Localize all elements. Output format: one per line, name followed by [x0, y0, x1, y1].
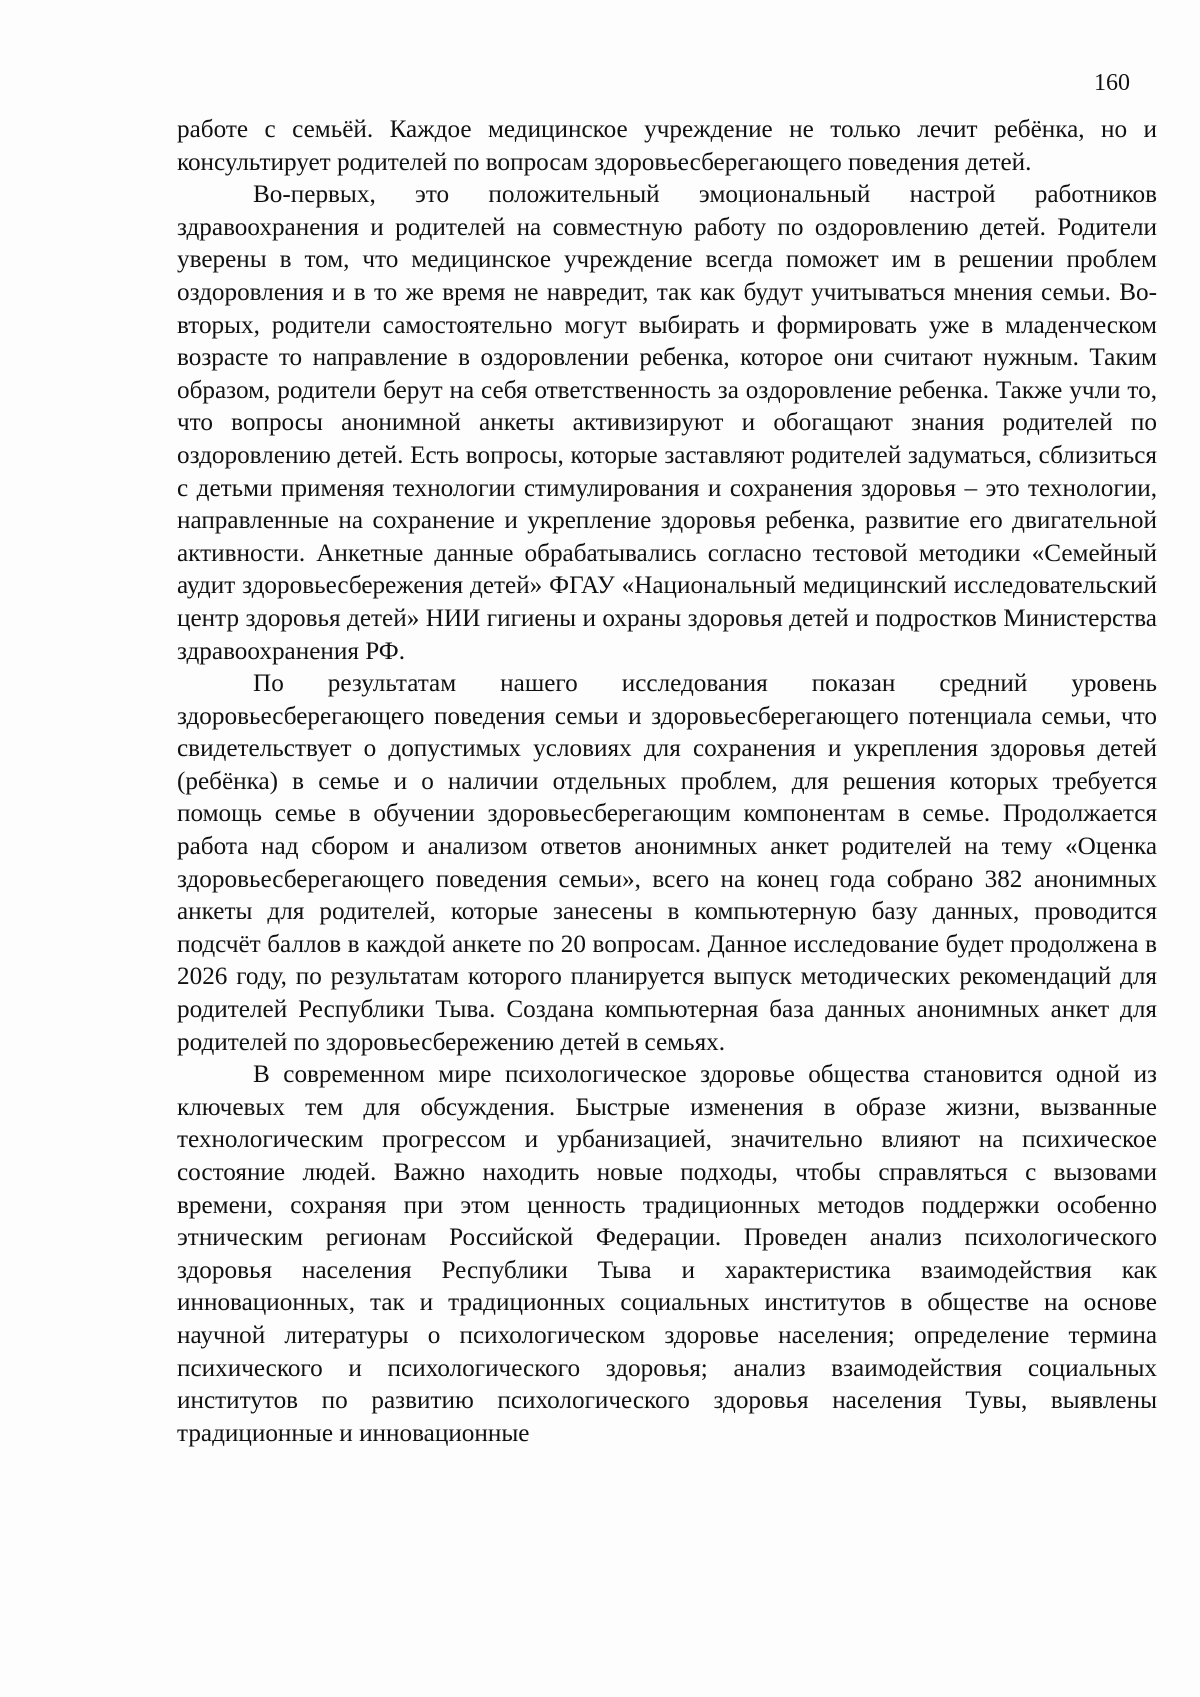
body-text	[177, 114, 1157, 1450]
paragraph-positive-attitude: Во-первых, это положительный эмоциональный настрой работников здравоохранения и родителей на совместную работу по оздоровлению детей. Родители уверены в том, что медицинское учреждение всегда поможет им в решении проблем оздоровления и в то же время не навредит, так как будут учитываться мнения семьи. Во-вторых, родители самостоятельно могут выбирать и формировать уже в младенческом возрасте то направление в оздоровлении ребенка, которое они считают нужным. Таким образом, родители берут на себя ответственность за оздоровление ребенка. Также учли то, что вопросы анонимной анкеты активизируют и обогащают знания родителей по оздоровлению детей. Есть вопросы, которые заставляют родителей задуматься, сблизиться с детьми применяя технологии стимулирования и сохранения здоровья – это технологии, направленные на сохранение и укрепление здоровья ребенка, развитие его двигательной активности. Анкетные данные обрабатывались согласно тестовой методики «Семейный аудит здоровьесбережения детей» ФГАУ «Национальный медицинский исследовательский центр здоровья детей» НИИ гигиены и охраны здоровья детей и подростков Министерства здравоохранения РФ.	[177, 181, 1157, 665]
paragraph-psychological-health: В современном мире психологическое здоровье общества становится одной из ключевых тем для обсуждения. Быстрые изменения в образе жизни, вызванные технологическим прогрессом и урбанизацией, значительно влияют на психическое состояние людей. Важно находить новые подходы, чтобы справляться с вызовами времени, сохраняя при этом ценность традиционных методов поддержки особенно этническим регионам Российской Федерации. Проведен анализ психологического здоровья населения Республики Тыва и характеристика взаимодействия как инновационных, так и традиционных социальных институтов в обществе на основе научной литературы о психологическом здоровье населения; определение термина психического и психологического здоровья; анализ взаимодействия социальных институтов по развитию психологического здоровья населения Тувы, выявлены традиционные и инновационные	[177, 1061, 1157, 1447]
paragraph-research-results: По результатам нашего исследования показан средний уровень здоровьесберегающего поведения семьи и здоровьесберегающего потенциала семьи, что свидетельствует о допустимых условиях для сохранения и укрепления здоровья детей (ребёнка) в семье и о наличии отдельных проблем, для решения которых требуется помощь семье в обучении здоровьесберегающим компонентам в семье. Продолжается работа над сбором и анализом ответов анонимных анкет родителей на тему «Оценка здоровьесберегающего поведения семьи», всего на конец года собрано 382 анонимных анкеты для родителей, которые занесены в компьютерную базу данных, проводится подсчёт баллов в каждой анкете по 20 вопросам. Данное исследование будет продолжена в 2026 году, по результатам которого планируется выпуск методических рекомендаций для родителей Республики Тыва. Создана компьютерная база данных анонимных анкет для родителей по здоровьесбережению детей в семьях.	[177, 670, 1157, 1056]
page-number: 160	[1094, 70, 1130, 96]
paragraph-continuation: работе с семьёй. Каждое медицинское учреждение не только лечит ребёнка, но и консультирует родителей по вопросам здоровьесберегающего поведения детей.	[177, 116, 1157, 176]
